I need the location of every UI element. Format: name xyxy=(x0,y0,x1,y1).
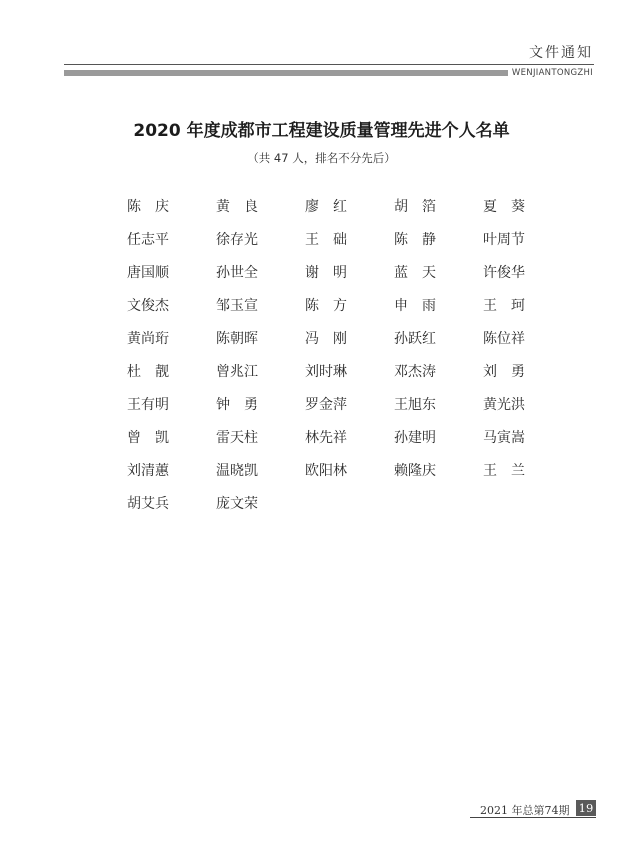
person-name: 欧阳林 xyxy=(305,463,347,479)
person-name: 徐存光 xyxy=(216,232,258,248)
person-name: 陈朝晖 xyxy=(216,331,258,347)
document-subtitle: （共 47 人，排名不分先后） xyxy=(247,151,396,165)
person-name: 任志平 xyxy=(127,232,169,248)
person-name: 叶周节 xyxy=(483,232,525,248)
person-name: 赖隆庆 xyxy=(394,463,436,479)
person-name: 陈位祥 xyxy=(483,331,525,347)
person-name: 陈 方 xyxy=(305,298,347,314)
person-name: 黄光洪 xyxy=(483,397,525,413)
person-name: 王 珂 xyxy=(483,298,525,314)
person-name: 蓝 天 xyxy=(394,265,436,281)
person-name: 王 础 xyxy=(305,232,347,248)
person-name: 刘清蕙 xyxy=(127,463,169,479)
page-number: 19 xyxy=(576,800,596,816)
footer-rule xyxy=(470,817,596,818)
person-name: 陈 庆 xyxy=(127,199,169,215)
person-name: 冯 刚 xyxy=(305,331,347,347)
issue-label: 2021 年总第74期 xyxy=(480,804,570,817)
person-name: 胡 箔 xyxy=(394,199,436,215)
header-bar xyxy=(64,70,508,76)
person-name: 申 雨 xyxy=(394,298,436,314)
person-name: 唐国顺 xyxy=(127,265,169,281)
person-name: 廖 红 xyxy=(305,199,347,215)
person-name: 胡艾兵 xyxy=(127,496,169,512)
person-name: 王旭东 xyxy=(394,397,436,413)
person-name: 孙跃红 xyxy=(394,331,436,347)
person-name: 温晓凯 xyxy=(216,463,258,479)
person-name: 黄 良 xyxy=(216,199,258,215)
person-name: 马寅嵩 xyxy=(483,430,525,446)
person-name: 罗金萍 xyxy=(305,397,347,413)
person-name: 邹玉宣 xyxy=(216,298,258,314)
person-name: 杜 靓 xyxy=(127,364,169,380)
person-name: 孙建明 xyxy=(394,430,436,446)
header-rule xyxy=(64,64,594,65)
person-name: 许俊华 xyxy=(483,265,525,281)
document-title: 2020 年度成都市工程建设质量管理先进个人名单 xyxy=(133,121,510,141)
person-name: 曾兆江 xyxy=(216,364,258,380)
person-name: 钟 勇 xyxy=(216,397,258,413)
person-name: 夏 葵 xyxy=(483,199,525,215)
person-name: 黄尚珩 xyxy=(127,331,169,347)
person-name: 刘时琳 xyxy=(305,364,347,380)
person-name: 庞文荣 xyxy=(216,496,258,512)
person-name: 孙世全 xyxy=(216,265,258,281)
person-name: 刘 勇 xyxy=(483,364,525,380)
person-name: 林先祥 xyxy=(305,430,347,446)
person-name: 文俊杰 xyxy=(127,298,169,314)
names-list xyxy=(127,196,572,526)
person-name: 陈 静 xyxy=(394,232,436,248)
person-name: 曾 凯 xyxy=(127,430,169,446)
person-name: 谢 明 xyxy=(305,265,347,281)
section-title: 文件通知 xyxy=(529,45,593,61)
person-name: 王有明 xyxy=(127,397,169,413)
person-name: 王 兰 xyxy=(483,463,525,479)
section-subtitle: WENJIANTONGZHI xyxy=(511,68,593,78)
person-name: 雷天柱 xyxy=(216,430,258,446)
person-name: 邓杰涛 xyxy=(394,364,436,380)
